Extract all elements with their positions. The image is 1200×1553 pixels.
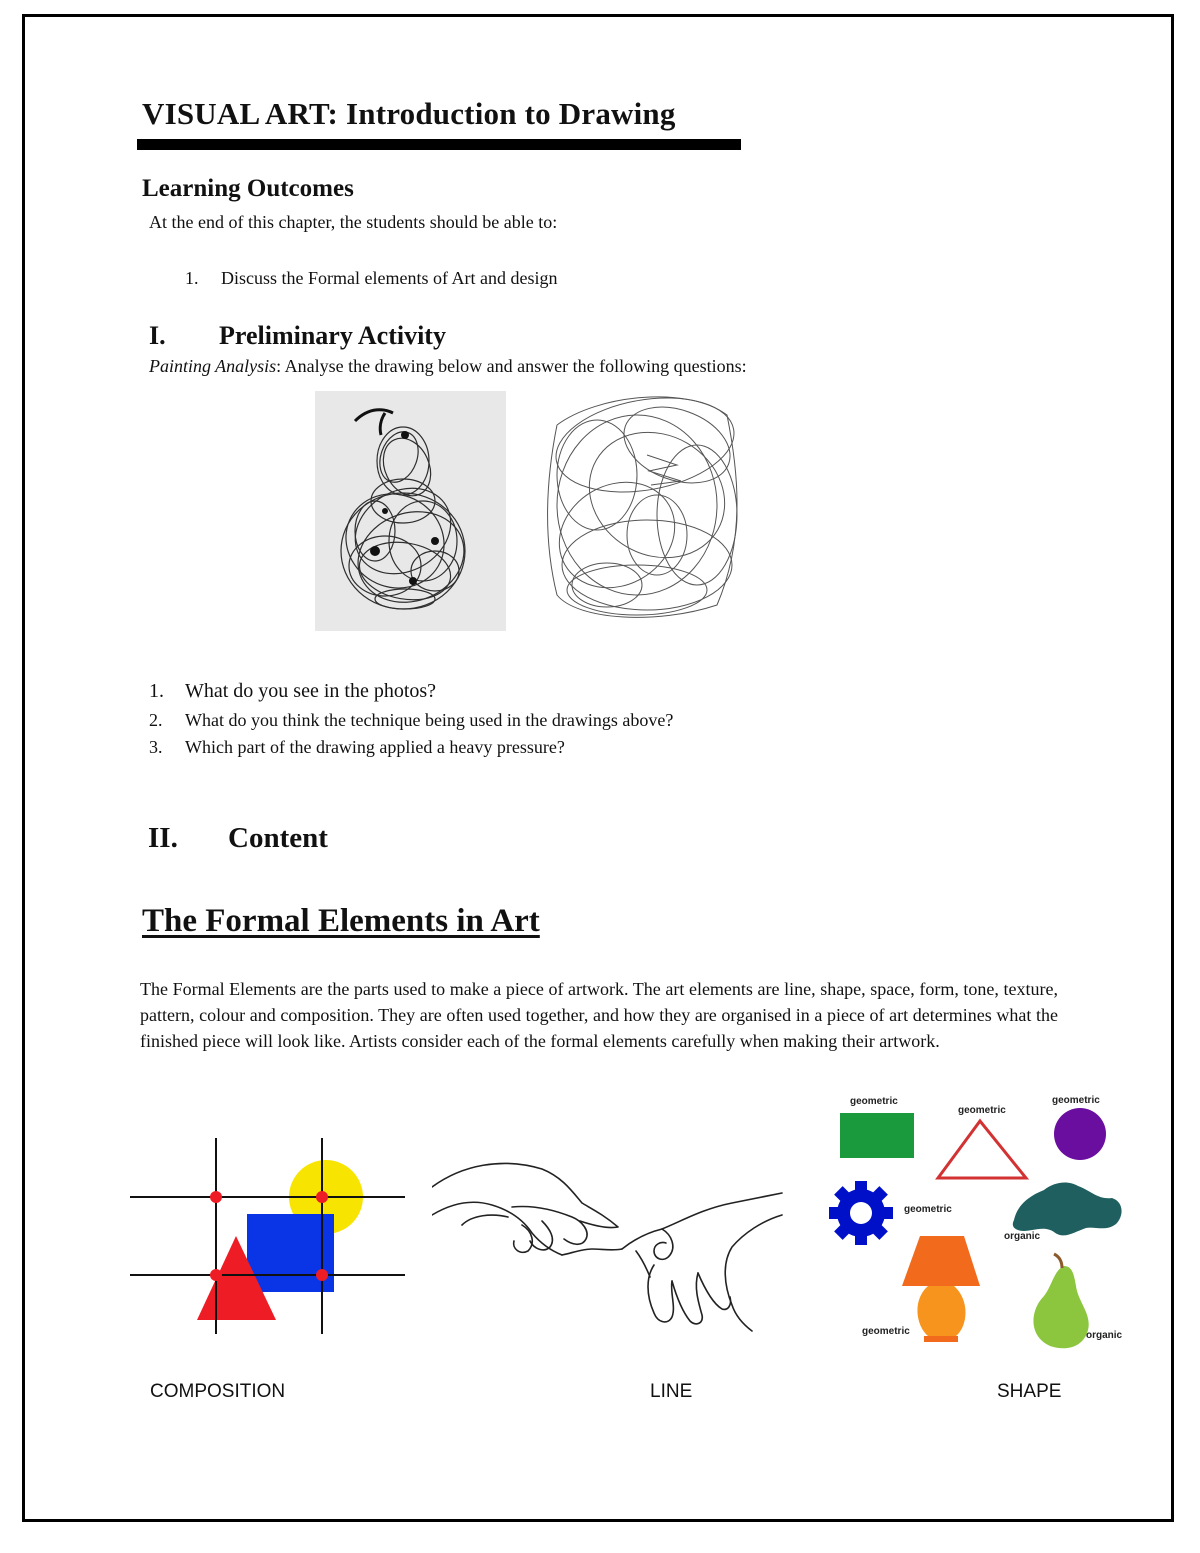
section-heading: Content bbox=[228, 822, 328, 854]
shape-label: organic bbox=[1086, 1330, 1123, 1341]
green-rectangle bbox=[840, 1113, 914, 1158]
shape-caption: SHAPE bbox=[997, 1381, 1062, 1402]
list-number: 2. bbox=[149, 710, 163, 730]
teal-blob bbox=[1013, 1183, 1122, 1236]
section-number: I. bbox=[149, 321, 166, 350]
section-heading: Preliminary Activity bbox=[219, 321, 446, 350]
list-text: Discuss the Formal elements of Art and design bbox=[221, 268, 558, 288]
question-2 bbox=[149, 710, 673, 731]
formal-elements-paragraph: The Formal Elements are the parts used to make a piece of artwork. The art elements are line, shape, space, form, tone, texture, pattern, colour and composition. They are often used together, and how they are organised in a piece of art determines what the finished piece will look like. Artists consider each of the formal elements carefully when making their artwork. bbox=[140, 979, 1058, 1051]
question-1 bbox=[149, 680, 436, 703]
formal-elements-heading: The Formal Elements in Art bbox=[142, 903, 540, 939]
pear-shape bbox=[1033, 1266, 1088, 1348]
learning-outcome-item bbox=[185, 268, 557, 289]
shape-label: geometric bbox=[1052, 1095, 1100, 1106]
line-hands-figure bbox=[432, 1155, 788, 1335]
title-underline-rule bbox=[137, 139, 741, 150]
lamp-base bbox=[917, 1286, 965, 1336]
question-text: What do you see in the photos? bbox=[185, 680, 437, 702]
question-text: Which part of the drawing applied a heavy pressure? bbox=[185, 737, 565, 757]
scribble-pear-photo bbox=[315, 391, 506, 631]
lamp-shade bbox=[902, 1236, 980, 1286]
document-title: VISUAL ART: Introduction to Drawing bbox=[142, 96, 676, 131]
composition-caption: COMPOSITION bbox=[150, 1381, 286, 1402]
learning-outcomes-heading: Learning Outcomes bbox=[142, 175, 354, 202]
section-number: II. bbox=[148, 822, 178, 854]
composition-figure bbox=[130, 1136, 405, 1336]
list-number: 1. bbox=[185, 268, 199, 288]
shape-label: organic bbox=[1004, 1231, 1041, 1242]
shape-label: geometric bbox=[958, 1105, 1006, 1116]
activity-text: : Analyse the drawing below and answer the following questions: bbox=[276, 356, 747, 376]
purple-circle bbox=[1054, 1108, 1106, 1160]
list-number: 3. bbox=[149, 737, 163, 757]
blue-gear bbox=[829, 1181, 893, 1245]
learning-outcomes-intro: At the end of this chapter, the students should be able to: bbox=[149, 212, 558, 232]
shape-figure bbox=[828, 1090, 1130, 1350]
list-number: 1. bbox=[149, 680, 164, 702]
shape-label: geometric bbox=[904, 1204, 952, 1215]
scribble-lines-drawing bbox=[537, 385, 752, 625]
question-text: What do you think the technique being used in the drawings above? bbox=[185, 710, 674, 730]
shape-label: geometric bbox=[862, 1326, 910, 1337]
activity-instructions bbox=[149, 356, 747, 377]
activity-label: Painting Analysis bbox=[149, 356, 277, 376]
question-3 bbox=[149, 737, 565, 758]
red-outline-triangle bbox=[938, 1121, 1026, 1178]
line-caption: LINE bbox=[650, 1381, 693, 1402]
shape-label: geometric bbox=[850, 1096, 898, 1107]
